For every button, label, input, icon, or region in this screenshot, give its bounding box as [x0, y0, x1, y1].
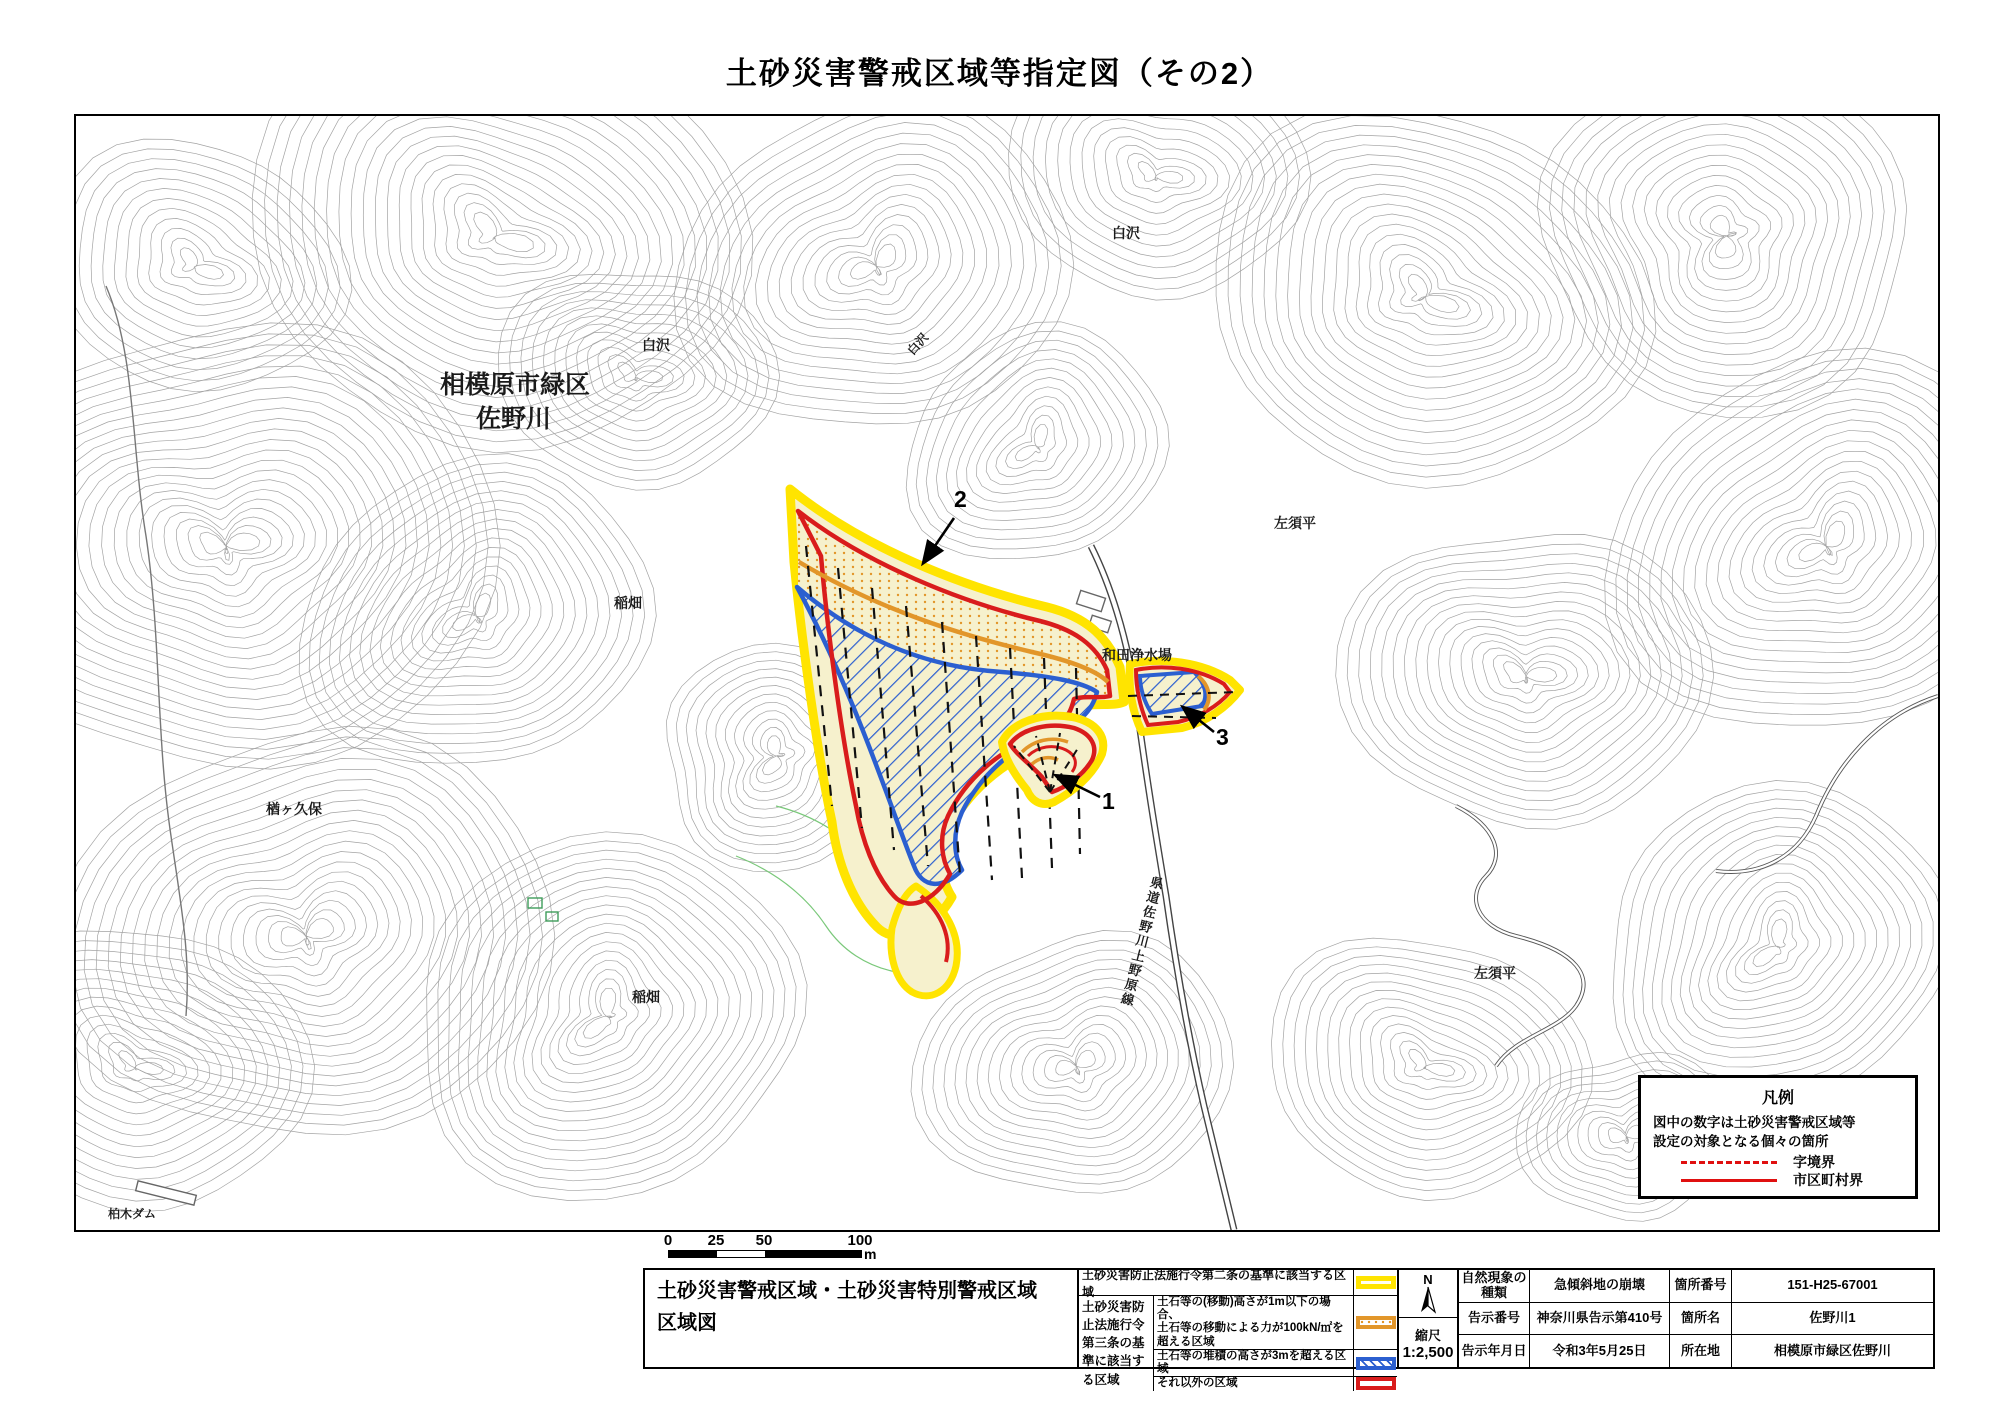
map-label: 和田浄水場 — [1102, 647, 1172, 663]
scale-tick-25: 25 — [707, 1232, 725, 1249]
designation-info-grid — [1459, 1270, 1933, 1367]
map-legend-box — [1638, 1075, 1918, 1199]
red-zone-swatch — [1356, 1377, 1396, 1390]
map-label: 左須平 — [1274, 515, 1316, 531]
blue-zone-swatch — [1356, 1357, 1396, 1370]
map-label: 稲畑 — [614, 595, 642, 611]
zone-type-legend — [1079, 1267, 1399, 1390]
legend-item-aza-boundary: 字境界 — [1681, 1155, 1915, 1170]
zone-marker-2: 2 — [954, 486, 967, 512]
topographic-map — [76, 116, 1938, 1230]
title-block-table — [643, 1267, 1935, 1390]
red-dashed-line-sample — [1681, 1161, 1777, 1164]
site-name-value: 佐野川1 — [1732, 1303, 1933, 1335]
page-title: 土砂災害警戒区域等指定図（その2） — [725, 56, 1274, 91]
notice-number-value: 神奈川県告示第410号 — [1530, 1303, 1670, 1335]
location-value: 相模原市緑区佐野川 — [1773, 1342, 1891, 1358]
zone-marker-1: 1 — [1102, 788, 1115, 814]
map-label: 白沢 — [904, 330, 932, 358]
north-letter: N — [1423, 1272, 1433, 1287]
map-label: 楢ヶ久保 — [266, 801, 322, 817]
blue-zone-label: 土石等の堆積の高さが3mを超える区域 — [1154, 1350, 1354, 1376]
legend-item-municipal-boundary: 市区町村界 — [1681, 1173, 1915, 1188]
scale-word: 縮尺 — [1414, 1327, 1441, 1343]
scale-bar — [664, 1232, 894, 1264]
map-label: 稲畑 — [632, 989, 660, 1005]
orange-zone-label: 土石等の(移動)高さが1m以下の場合、 土石等の移動による力が100kN/㎡を超える区域 — [1154, 1296, 1354, 1349]
phenomenon-type-value: 急傾斜地の崩壊 — [1530, 1270, 1670, 1303]
map-sheet-title: 土砂災害警戒区域・土砂災害特別警戒区域 区域図 — [645, 1270, 1079, 1367]
article3-group-label: 土砂災害防止法施行令第三条の基準に該当する区域 — [1079, 1296, 1154, 1391]
notice-number-key: 告示番号 — [1459, 1303, 1530, 1335]
map-label: 白沢 — [1112, 225, 1140, 241]
map-label: 佐野川 — [476, 405, 552, 433]
site-number-key: 箇所番号 — [1670, 1270, 1732, 1303]
map-canvas — [74, 114, 1940, 1232]
article2-zone-label: 土砂災害防止法施行令第二条の基準に該当する区域 — [1079, 1270, 1354, 1295]
notice-date-key: 告示年月日 — [1459, 1335, 1530, 1367]
map-label: 白沢 — [642, 337, 670, 353]
scale-unit: m — [864, 1246, 877, 1262]
notice-date-value: 令和3年5月25日 — [1530, 1335, 1670, 1367]
yellow-zone-swatch — [1356, 1276, 1396, 1289]
red-zone-label: それ以外の区域 — [1154, 1377, 1354, 1390]
map-label: 相模原市緑区 — [440, 371, 591, 399]
red-solid-line-sample — [1681, 1179, 1777, 1182]
map-label: 左須平 — [1474, 965, 1516, 981]
map-label: 柏木ダム — [108, 1207, 157, 1221]
map-label: 県道佐野川上野原線 — [1117, 874, 1165, 1009]
scale-ratio: 1:2,500 — [1402, 1343, 1454, 1361]
hazard-zone-3 — [1128, 661, 1240, 732]
phenomenon-type-key: 自然現象の種類 — [1459, 1270, 1530, 1303]
orange-zone-swatch — [1356, 1316, 1396, 1329]
compass-and-scale — [1399, 1270, 1459, 1367]
location-key: 所在地 — [1670, 1335, 1732, 1367]
legend-note: 図中の数字は土砂災害警戒区域等 設定の対象となる個々の箇所 — [1653, 1115, 1856, 1149]
site-name-key: 箇所名 — [1670, 1303, 1732, 1335]
scale-tick-50: 50 — [755, 1232, 773, 1249]
north-arrow-icon — [1417, 1286, 1439, 1314]
site-number-value: 151-H25-67001 — [1732, 1270, 1933, 1303]
legend-title: 凡例 — [1761, 1090, 1794, 1107]
scale-tick-100: 100 — [847, 1232, 873, 1249]
scale-bar-segments — [668, 1250, 862, 1258]
zone-marker-3: 3 — [1216, 724, 1229, 750]
scale-tick-0: 0 — [663, 1232, 673, 1249]
